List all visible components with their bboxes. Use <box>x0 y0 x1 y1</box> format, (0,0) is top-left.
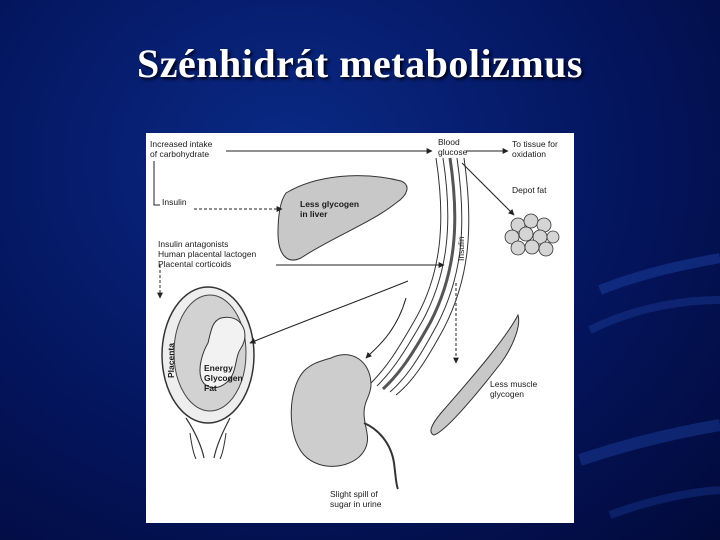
ureter <box>364 423 398 489</box>
label-energy-glycogen-fat: Energy Glycogen Fat <box>204 363 243 393</box>
label-to-tissue: To tissue for oxidation <box>512 139 558 159</box>
slide-title: Szénhidrát metabolizmus <box>137 41 583 86</box>
diagram-drawing <box>146 133 574 523</box>
label-placenta: Placenta <box>166 343 176 378</box>
label-less-glycogen-liver: Less glycogen in liver <box>300 199 360 219</box>
label-increased-intake: Increased intake of carbohydrate <box>150 139 213 159</box>
label-depot-fat: Depot fat <box>512 185 547 195</box>
label-less-muscle-glycogen: Less muscle glycogen <box>490 379 538 399</box>
arrow-intake-down <box>154 161 160 205</box>
carbohydrate-metabolism-diagram <box>146 133 574 523</box>
arrow-blood-to-kidney <box>366 298 406 358</box>
arrow-blood-to-fat <box>462 163 514 215</box>
label-blood-glucose: Blood glucose <box>438 137 468 157</box>
kidney-illustration <box>291 355 371 467</box>
label-insulin-antagonists: Insulin antagonists Human placental lactogen Placental corticoids <box>158 239 257 269</box>
label-insulin: Insulin <box>162 197 187 207</box>
arrow-blood-to-fetus <box>250 281 408 343</box>
muscle-illustration <box>431 315 519 435</box>
depot-fat-cells <box>505 214 559 256</box>
label-slight-spill: Slight spill of sugar in urine <box>330 489 382 509</box>
label-insulin-vertical: Insulin <box>456 236 466 261</box>
